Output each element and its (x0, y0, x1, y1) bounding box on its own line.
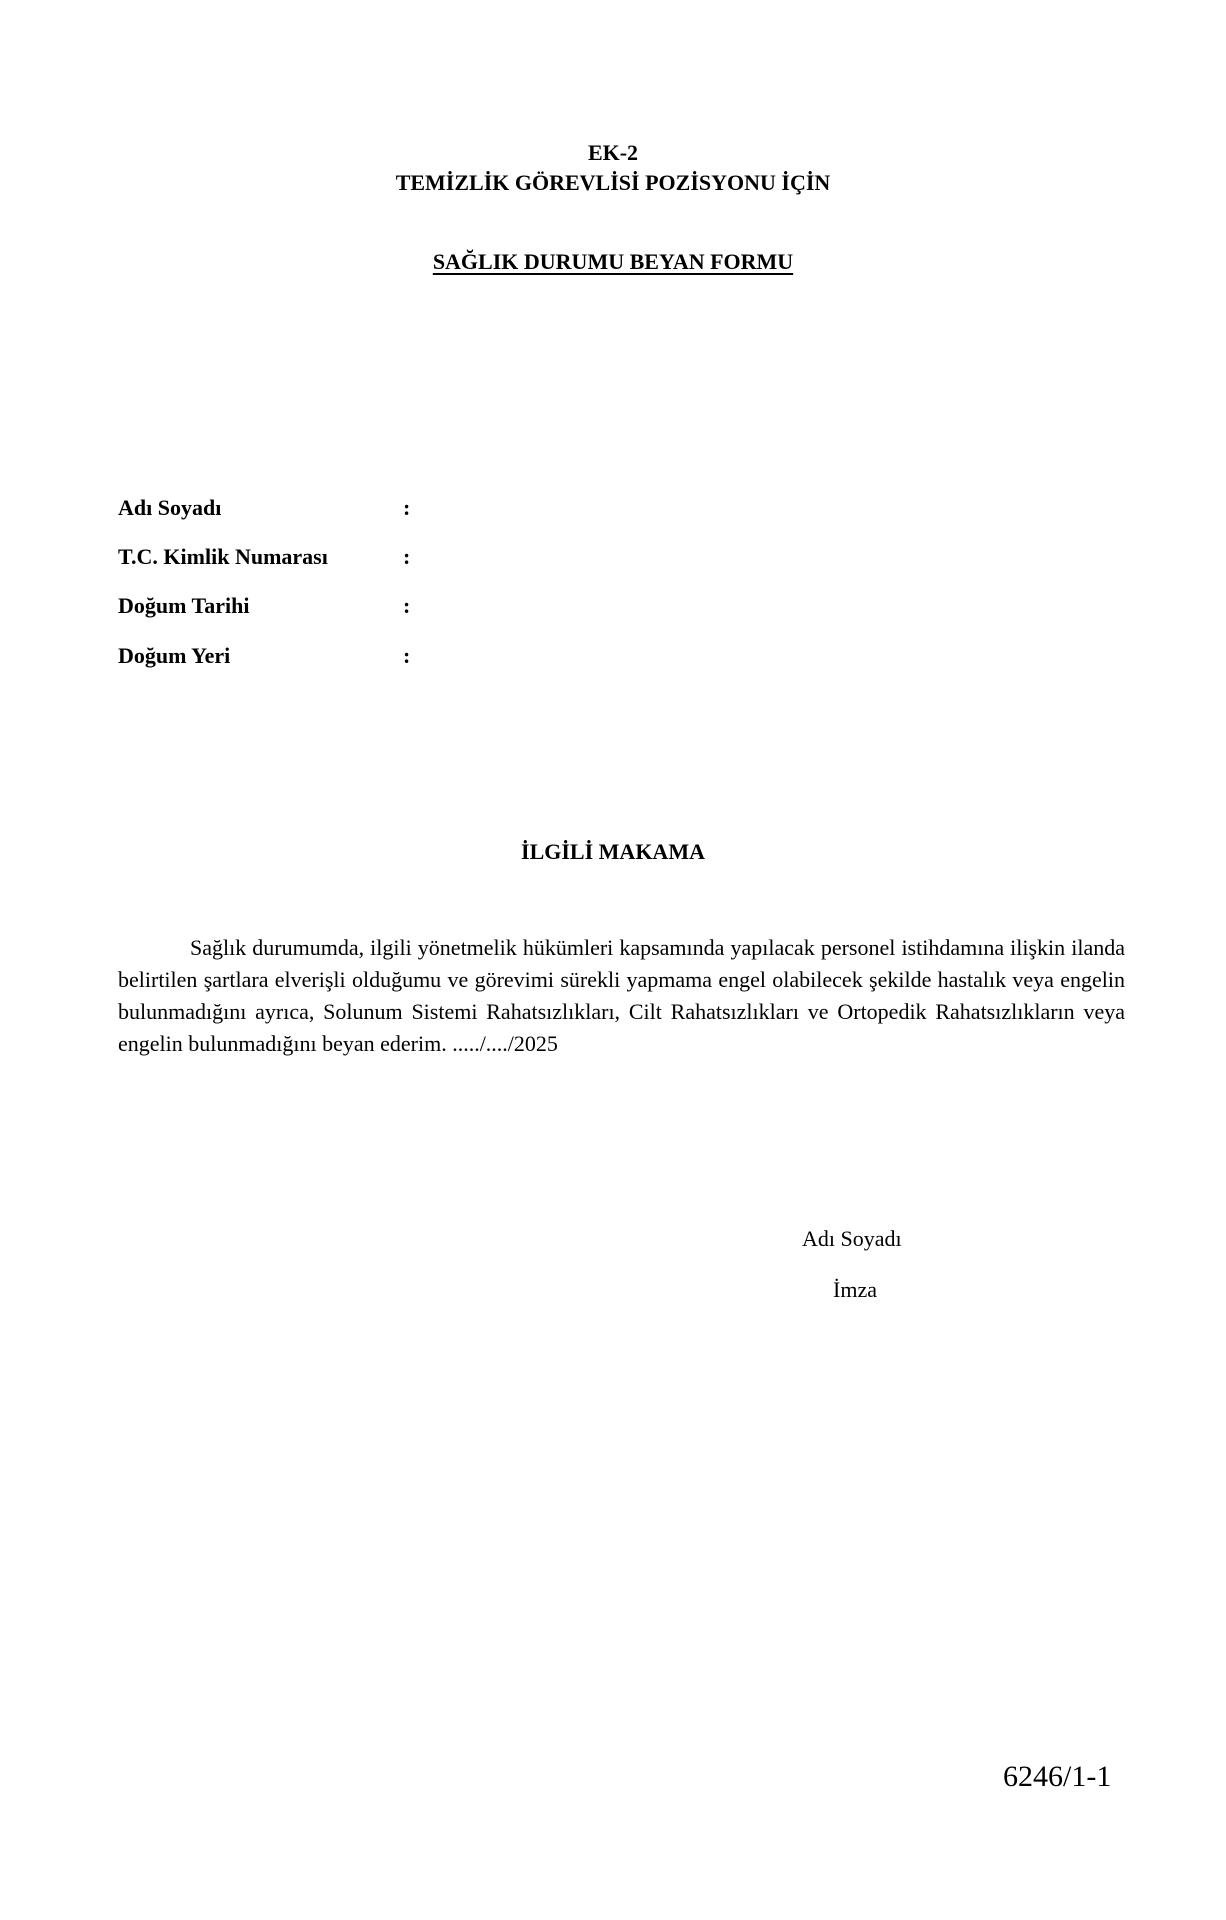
tc-id-field[interactable] (428, 542, 928, 572)
birthdate-colon: : (403, 593, 411, 618)
name-field[interactable] (428, 493, 928, 523)
birthplace-label: Doğum Yeri (118, 643, 231, 668)
declaration-paragraph: Sağlık durumumda, ilgili yönetmelik hükümleri kapsamında yapılacak personel istihdamına ilişkin ilanda belirtilen şartlara elverişli olduğumu ve görevimi sürekli yapmama engel olabilecek şekilde hastalık veya engelin bulunmadığını ayrıca, Solunum Sistemi Rahatsızlıkları, Cilt Rahatsızlıkları ve Ortopedik Rahatsızlıkların veya engelin bulunmadığını beyan ederim. ...../..../2025 (118, 935, 1125, 1056)
tc-id-colon: : (403, 544, 411, 569)
addressee-heading: İLGİLİ MAKAMA (521, 839, 705, 864)
position-title: TEMİZLİK GÖREVLİSİ POZİSYONU İÇİN (395, 170, 831, 195)
name-label: Adı Soyadı (118, 495, 222, 520)
signature-name-label: Adı Soyadı (802, 1226, 902, 1251)
birthplace-field[interactable] (428, 641, 928, 671)
signature-area[interactable] (760, 1320, 1060, 1380)
birthdate-label: Doğum Tarihi (118, 593, 250, 618)
name-colon: : (403, 495, 411, 520)
birthplace-colon: : (403, 643, 411, 668)
document-number: 6246/1-1 (1003, 1760, 1112, 1793)
annex-code: EK-2 (587, 140, 639, 165)
tc-id-label: T.C. Kimlik Numarası (118, 544, 328, 569)
signature-label: İmza (833, 1277, 877, 1302)
form-title: SAĞLIK DURUMU BEYAN FORMU (432, 249, 794, 274)
birthdate-field[interactable] (428, 591, 928, 621)
